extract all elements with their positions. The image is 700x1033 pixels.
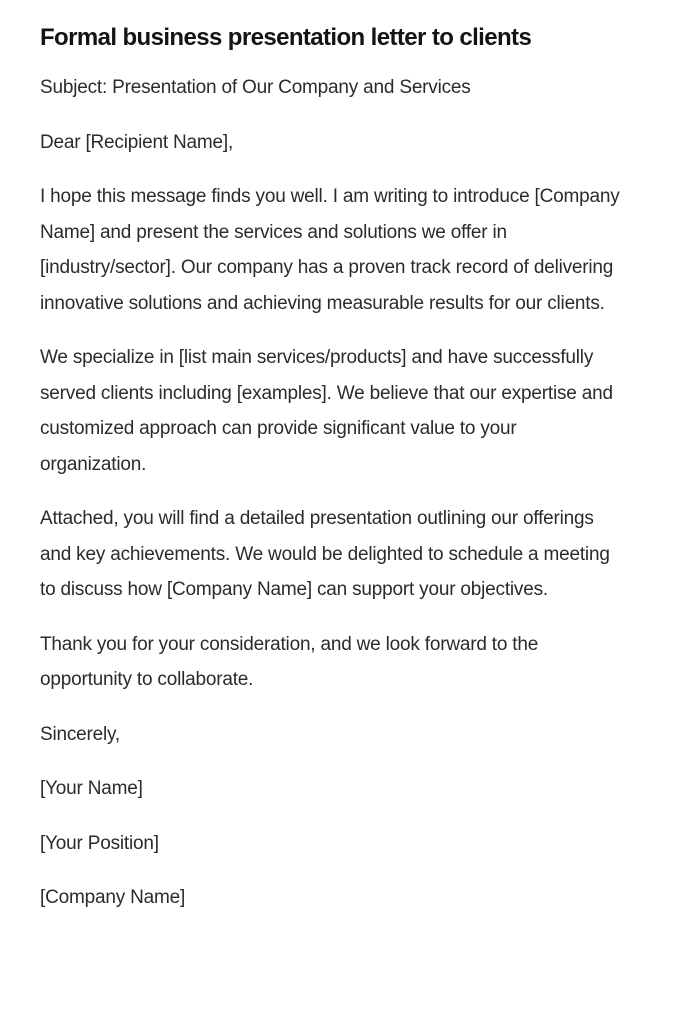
closing-line: Sincerely, bbox=[40, 723, 121, 745]
signature-company: [Company Name] bbox=[40, 887, 186, 908]
letter-content bbox=[40, 23, 622, 916]
letter-paragraph-attachment: Attached, you will find a detailed presentation outlining our offerings and key achievements. We would be delighted to schedule a meeting to discuss how [Company Name] can support your objectives. bbox=[40, 508, 610, 600]
letter-paragraph-intro: I hope this message finds you well. I am writing to introduce [Company Name] and present the services and solutions we offer in [industry/sector]. Our company has a proven track record of delivering innovative solutions and achieving measurable results for our clients. bbox=[40, 186, 620, 314]
letter-paragraph-thanks: Thank you for your consideration, and we look forward to the opportunity to collaborate. bbox=[40, 633, 539, 690]
signature-position: [Your Position] bbox=[40, 832, 159, 854]
signature-name: [Your Name] bbox=[40, 778, 143, 799]
page-title: Formal business presentation letter to clients bbox=[40, 24, 532, 51]
subject-line: Subject: Presentation of Our Company and Services bbox=[40, 77, 471, 98]
letter-paragraph-specialization: We specialize in [list main services/products] and have successfully served clients including [examples]. We believe that our expertise and customized approach can provide significant value to your organization. bbox=[40, 347, 613, 475]
salutation: Dear [Recipient Name], bbox=[40, 131, 234, 153]
